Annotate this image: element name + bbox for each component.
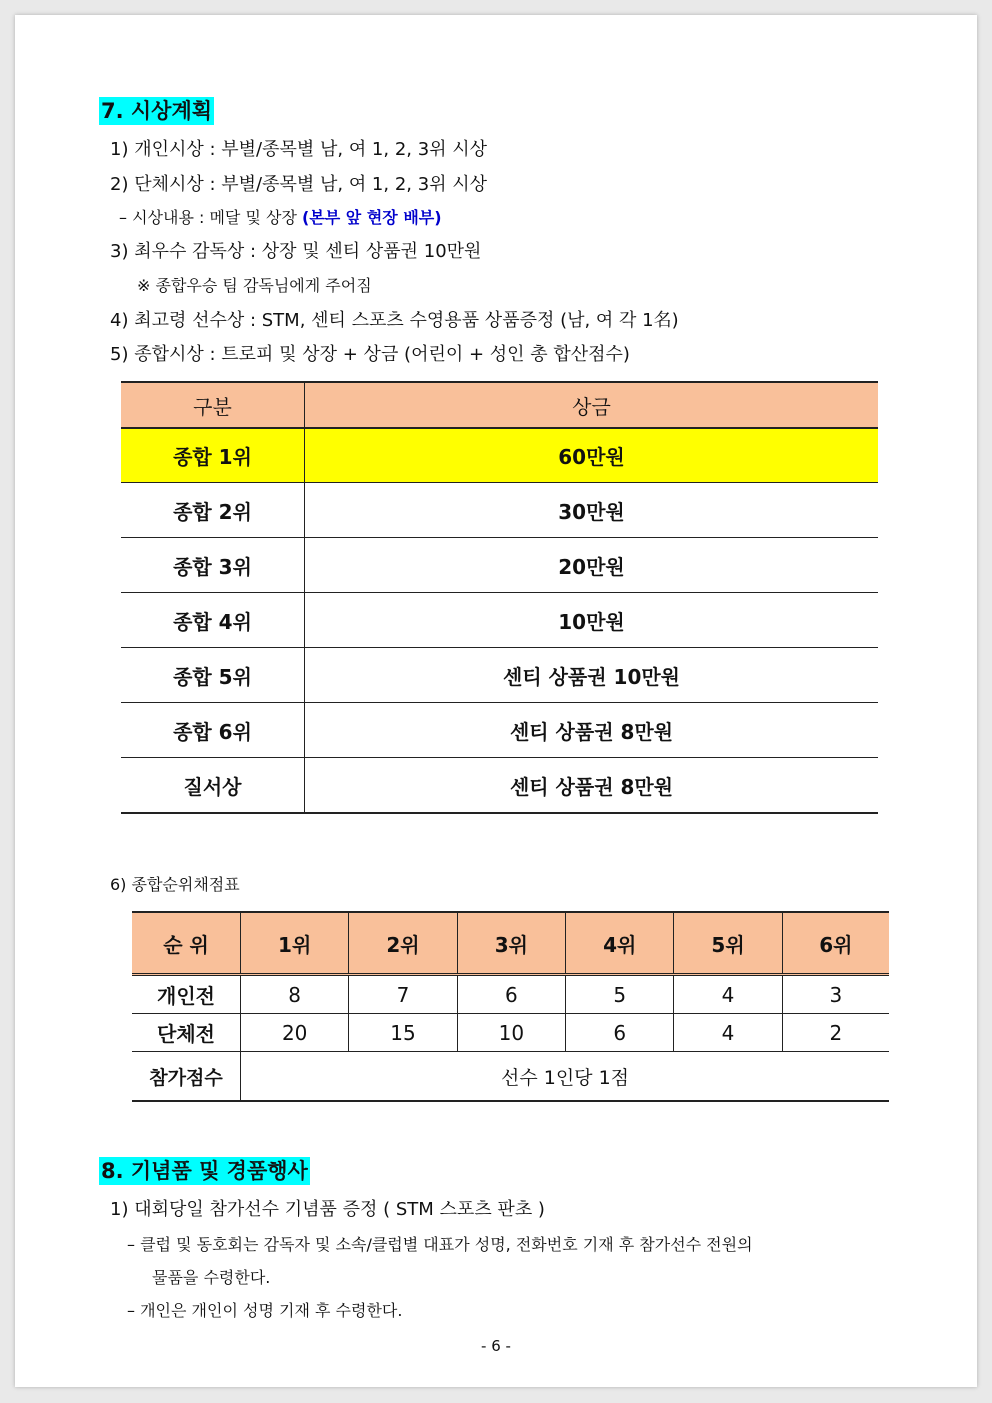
row-label: 단체전 bbox=[132, 1014, 241, 1052]
prize-rank: 종합 5위 bbox=[121, 648, 305, 703]
prize-rank: 질서상 bbox=[121, 758, 305, 814]
score-cell: 10 bbox=[457, 1014, 565, 1052]
prize-table-header bbox=[121, 382, 878, 428]
score-cell: 8 bbox=[241, 975, 349, 1014]
table-row bbox=[121, 758, 878, 814]
document-page bbox=[15, 15, 977, 1387]
section7-line-3-note: ※ 종합우승 팀 감독님에게 주어짐 bbox=[137, 276, 372, 295]
score-cell: 2 bbox=[782, 1014, 889, 1052]
score-header-cell: 4위 bbox=[566, 912, 674, 975]
table-row bbox=[132, 975, 889, 1014]
section8-note-2: – 개인은 개인이 성명 기재 후 수령한다. bbox=[127, 1301, 403, 1320]
score-cell: 4 bbox=[674, 1014, 782, 1052]
section7-line-1: 1) 개인시상 : 부별/종목별 남, 여 1, 2, 3위 시상 bbox=[110, 139, 488, 160]
score-cell: 7 bbox=[349, 975, 457, 1014]
prize-header-rank: 구분 bbox=[121, 382, 305, 428]
prize-amount: 20만원 bbox=[305, 538, 879, 593]
prize-amount: 10만원 bbox=[305, 593, 879, 648]
prize-table bbox=[121, 381, 878, 814]
section8-note-1b: 물품을 수령한다. bbox=[152, 1268, 271, 1287]
prize-amount: 센티 상품권 10만원 bbox=[305, 648, 879, 703]
section8-heading: 8. 기념품 및 경품행사 bbox=[101, 1159, 308, 1183]
score-header-cell: 순 위 bbox=[132, 912, 241, 975]
prize-amount: 30만원 bbox=[305, 483, 879, 538]
award-note-prefix: – 시상내용 : 메달 및 상장 bbox=[119, 208, 303, 227]
section7-line-4: 4) 최고령 선수상 : STM, 센티 스포츠 수영용품 상품증정 (남, 여 각 1名) bbox=[110, 310, 679, 331]
score-cell: 20 bbox=[241, 1014, 349, 1052]
score-header-cell: 6위 bbox=[782, 912, 889, 975]
score-cell: 15 bbox=[349, 1014, 457, 1052]
score-table bbox=[132, 911, 889, 1102]
table-row bbox=[121, 648, 878, 703]
score-cell: 5 bbox=[566, 975, 674, 1014]
prize-rank: 종합 2위 bbox=[121, 483, 305, 538]
score-cell: 6 bbox=[566, 1014, 674, 1052]
prize-header-amount: 상금 bbox=[305, 382, 879, 428]
section7-line-5: 5) 종합시상 : 트로피 및 상장 + 상금 (어린이 + 성인 총 합산점수) bbox=[110, 344, 630, 365]
score-table-header bbox=[132, 912, 889, 975]
award-note bbox=[119, 206, 442, 230]
prize-amount: 센티 상품권 8만원 bbox=[305, 758, 879, 814]
section8-line-1: 1) 대회당일 참가선수 기념품 증정 ( STM 스포츠 판초 ) bbox=[110, 1199, 545, 1220]
table-row bbox=[121, 593, 878, 648]
score-header-cell: 3위 bbox=[457, 912, 565, 975]
score-header-cell: 2위 bbox=[349, 912, 457, 975]
score-header-cell: 1위 bbox=[241, 912, 349, 975]
prize-rank: 종합 1위 bbox=[121, 428, 305, 483]
prize-amount: 센티 상품권 8만원 bbox=[305, 703, 879, 758]
page-number: - 6 - bbox=[481, 1337, 511, 1355]
score-cell: 6 bbox=[457, 975, 565, 1014]
row-label: 참가점수 bbox=[132, 1052, 241, 1102]
table-row bbox=[132, 1014, 889, 1052]
section7-line-2: 2) 단체시상 : 부별/종목별 남, 여 1, 2, 3위 시상 bbox=[110, 174, 488, 195]
score-cell: 4 bbox=[674, 975, 782, 1014]
participation-value: 선수 1인당 1점 bbox=[241, 1052, 890, 1102]
prize-amount: 60만원 bbox=[305, 428, 879, 483]
score-cell: 3 bbox=[782, 975, 889, 1014]
row-label: 개인전 bbox=[132, 975, 241, 1014]
table-row bbox=[121, 703, 878, 758]
prize-rank: 종합 4위 bbox=[121, 593, 305, 648]
section7-line-3: 3) 최우수 감독상 : 상장 및 센티 상품권 10만원 bbox=[110, 241, 482, 262]
prize-rank: 종합 6위 bbox=[121, 703, 305, 758]
prize-rank: 종합 3위 bbox=[121, 538, 305, 593]
table-row bbox=[121, 538, 878, 593]
table-row bbox=[121, 483, 878, 538]
award-note-highlight: (본부 앞 현장 배부) bbox=[302, 208, 442, 227]
section7-heading: 7. 시상계획 bbox=[101, 99, 213, 123]
section8-note-1a: – 클럽 및 동호회는 감독자 및 소속/클럽별 대표가 성명, 전화번호 기재 후 참가선수 전원의 bbox=[127, 1235, 753, 1254]
table-row bbox=[121, 428, 878, 483]
table-row bbox=[132, 1052, 889, 1102]
score-header-cell: 5위 bbox=[674, 912, 782, 975]
score-table-title: 6) 종합순위채점표 bbox=[110, 875, 240, 894]
